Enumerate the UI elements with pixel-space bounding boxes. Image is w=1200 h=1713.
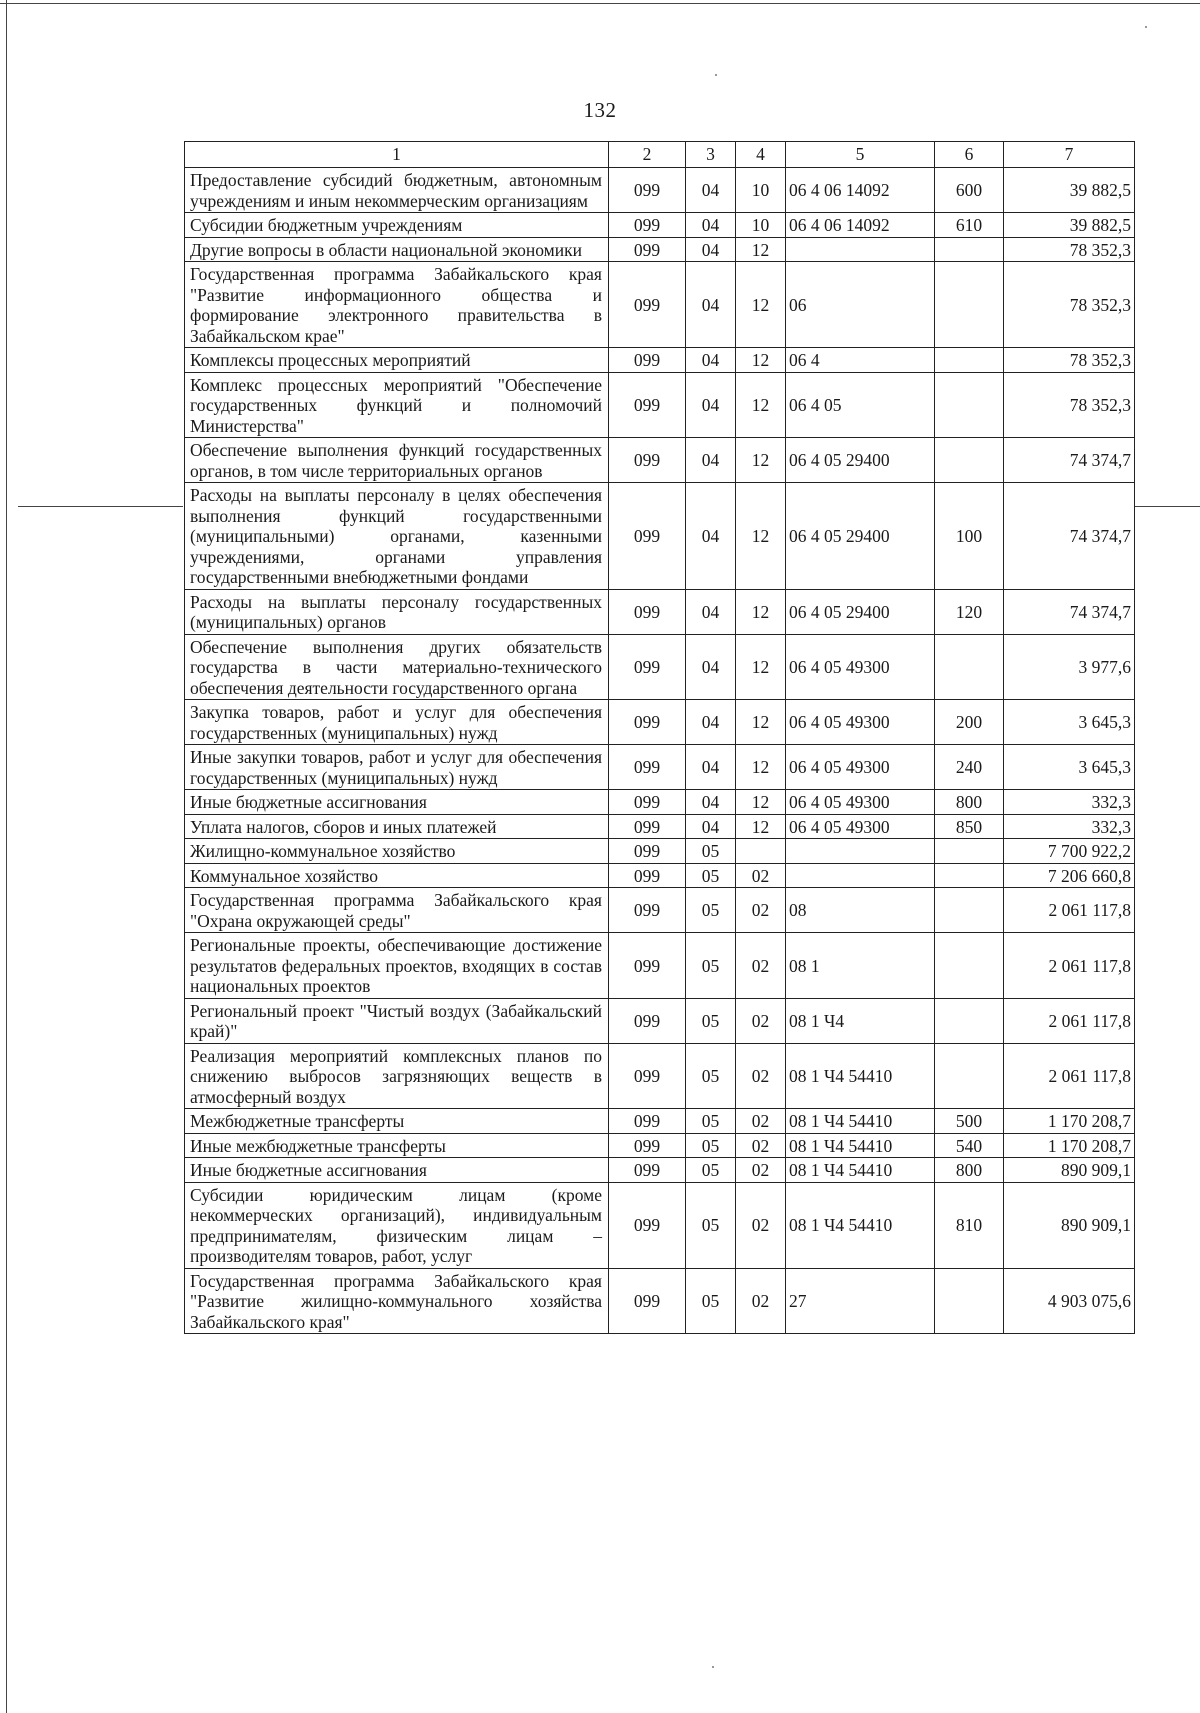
- section-cell: 05: [686, 1133, 736, 1158]
- ministry-code-cell: 099: [609, 1158, 686, 1183]
- ministry-code-cell: 099: [609, 1182, 686, 1268]
- amount-cell: 39 882,5: [1004, 213, 1135, 238]
- subsection-cell: 12: [736, 372, 786, 438]
- expense-type-cell: [935, 839, 1004, 864]
- expense-name-cell: Уплата налогов, сборов и иных платежей: [185, 814, 609, 839]
- expense-name-cell: Региональные проекты, обеспечивающие достижение результатов федеральных проектов, входящих в состав национальных проектов: [185, 933, 609, 999]
- target-article-cell: 06 4 05: [786, 372, 935, 438]
- subsection-cell: 02: [736, 1182, 786, 1268]
- budget-table-container: [184, 141, 1134, 1334]
- ministry-code-cell: 099: [609, 790, 686, 815]
- table-header-row: [185, 142, 1135, 168]
- section-cell: 04: [686, 262, 736, 348]
- expense-name-cell: Жилищно-коммунальное хозяйство: [185, 839, 609, 864]
- table-row: [185, 745, 1135, 790]
- expense-name-cell: Комплекс процессных мероприятий "Обеспечение государственных функций и полномочий Министерства": [185, 372, 609, 438]
- subsection-cell: 12: [736, 483, 786, 590]
- ministry-code-cell: 099: [609, 483, 686, 590]
- expense-name-cell: Реализация мероприятий комплексных планов по снижению выбросов загрязняющих веществ в атмосферный воздух: [185, 1043, 609, 1109]
- subsection-cell: 10: [736, 213, 786, 238]
- expense-type-cell: 100: [935, 483, 1004, 590]
- expense-type-cell: 240: [935, 745, 1004, 790]
- subsection-cell: 12: [736, 745, 786, 790]
- ministry-code-cell: 099: [609, 998, 686, 1043]
- scan-speck: [715, 74, 717, 76]
- budget-table: [184, 141, 1135, 1334]
- page-number: 132: [583, 98, 617, 122]
- section-cell: 04: [686, 168, 736, 213]
- section-cell: 04: [686, 700, 736, 745]
- ministry-code-cell: 099: [609, 814, 686, 839]
- section-cell: 05: [686, 1109, 736, 1134]
- target-article-cell: 06 4: [786, 348, 935, 373]
- target-article-cell: 06: [786, 262, 935, 348]
- subsection-cell: 02: [736, 1133, 786, 1158]
- target-article-cell: [786, 863, 935, 888]
- section-cell: 05: [686, 1158, 736, 1183]
- table-row: [185, 168, 1135, 213]
- table-row: [185, 483, 1135, 590]
- expense-type-cell: [935, 348, 1004, 373]
- amount-cell: 39 882,5: [1004, 168, 1135, 213]
- expense-name-cell: Субсидии юридическим лицам (кроме некоммерческих организаций), индивидуальным предпринимателям, физическим лицам – производителям товаров, работ, услуг: [185, 1182, 609, 1268]
- expense-type-cell: [935, 372, 1004, 438]
- expense-type-cell: 120: [935, 589, 1004, 634]
- expense-name-cell: Межбюджетные трансферты: [185, 1109, 609, 1134]
- section-cell: 04: [686, 372, 736, 438]
- table-row: [185, 634, 1135, 700]
- expense-type-cell: [935, 888, 1004, 933]
- section-cell: 04: [686, 483, 736, 590]
- table-row: [185, 700, 1135, 745]
- section-cell: 05: [686, 863, 736, 888]
- amount-cell: 74 374,7: [1004, 589, 1135, 634]
- target-article-cell: 06 4 05 29400: [786, 483, 935, 590]
- ministry-code-cell: 099: [609, 1043, 686, 1109]
- expense-name-cell: Обеспечение выполнения функций государственных органов, в том числе территориальных органов: [185, 438, 609, 483]
- expense-name-cell: Комплексы процессных мероприятий: [185, 348, 609, 373]
- amount-cell: 332,3: [1004, 790, 1135, 815]
- section-cell: 04: [686, 814, 736, 839]
- ministry-code-cell: 099: [609, 1109, 686, 1134]
- expense-name-cell: Расходы на выплаты персоналу государственных (муниципальных) органов: [185, 589, 609, 634]
- header-col-7: 7: [1004, 142, 1135, 168]
- subsection-cell: 12: [736, 790, 786, 815]
- section-cell: 05: [686, 1043, 736, 1109]
- ministry-code-cell: 099: [609, 262, 686, 348]
- expense-type-cell: [935, 863, 1004, 888]
- section-cell: 04: [686, 438, 736, 483]
- scan-stray-line-left: [18, 506, 183, 507]
- table-row: [185, 863, 1135, 888]
- amount-cell: 74 374,7: [1004, 483, 1135, 590]
- header-col-5: 5: [786, 142, 935, 168]
- ministry-code-cell: 099: [609, 933, 686, 999]
- table-row: [185, 998, 1135, 1043]
- ministry-code-cell: 099: [609, 589, 686, 634]
- table-row: [185, 790, 1135, 815]
- scan-top-border-line: [0, 3, 1200, 4]
- target-article-cell: 06 4 05 49300: [786, 745, 935, 790]
- expense-name-cell: Региональный проект "Чистый воздух (Забайкальский край)": [185, 998, 609, 1043]
- table-body: [185, 168, 1135, 1334]
- target-article-cell: 06 4 05 29400: [786, 438, 935, 483]
- target-article-cell: 06 4 05 49300: [786, 634, 935, 700]
- subsection-cell: 12: [736, 438, 786, 483]
- subsection-cell: 02: [736, 1268, 786, 1334]
- expense-name-cell: Субсидии бюджетным учреждениям: [185, 213, 609, 238]
- amount-cell: 332,3: [1004, 814, 1135, 839]
- amount-cell: 2 061 117,8: [1004, 888, 1135, 933]
- amount-cell: 78 352,3: [1004, 262, 1135, 348]
- table-row: [185, 589, 1135, 634]
- expense-type-cell: 800: [935, 790, 1004, 815]
- amount-cell: 890 909,1: [1004, 1182, 1135, 1268]
- subsection-cell: 12: [736, 237, 786, 262]
- expense-type-cell: 610: [935, 213, 1004, 238]
- table-row: [185, 888, 1135, 933]
- expense-name-cell: Государственная программа Забайкальского края "Развитие информационного общества и формирование электронного правительства в Забайкальском крае": [185, 262, 609, 348]
- amount-cell: 2 061 117,8: [1004, 933, 1135, 999]
- amount-cell: 4 903 075,6: [1004, 1268, 1135, 1334]
- amount-cell: 78 352,3: [1004, 348, 1135, 373]
- table-row: [185, 1109, 1135, 1134]
- expense-type-cell: 500: [935, 1109, 1004, 1134]
- amount-cell: 1 170 208,7: [1004, 1109, 1135, 1134]
- ministry-code-cell: 099: [609, 348, 686, 373]
- expense-type-cell: 800: [935, 1158, 1004, 1183]
- expense-type-cell: 850: [935, 814, 1004, 839]
- amount-cell: 890 909,1: [1004, 1158, 1135, 1183]
- ministry-code-cell: 099: [609, 634, 686, 700]
- ministry-code-cell: 099: [609, 745, 686, 790]
- table-row: [185, 1158, 1135, 1183]
- subsection-cell: 12: [736, 634, 786, 700]
- table-row: [185, 814, 1135, 839]
- amount-cell: 3 645,3: [1004, 745, 1135, 790]
- subsection-cell: 02: [736, 1043, 786, 1109]
- table-row: [185, 372, 1135, 438]
- target-article-cell: [786, 237, 935, 262]
- subsection-cell: 10: [736, 168, 786, 213]
- target-article-cell: 06 4 05 49300: [786, 790, 935, 815]
- subsection-cell: 02: [736, 1158, 786, 1183]
- section-cell: 04: [686, 348, 736, 373]
- subsection-cell: 12: [736, 700, 786, 745]
- expense-type-cell: [935, 1268, 1004, 1334]
- amount-cell: 3 977,6: [1004, 634, 1135, 700]
- table-row: [185, 348, 1135, 373]
- expense-type-cell: [935, 1043, 1004, 1109]
- expense-name-cell: Коммунальное хозяйство: [185, 863, 609, 888]
- header-col-1: 1: [185, 142, 609, 168]
- table-row: [185, 262, 1135, 348]
- expense-name-cell: Иные бюджетные ассигнования: [185, 1158, 609, 1183]
- subsection-cell: 12: [736, 814, 786, 839]
- section-cell: 05: [686, 888, 736, 933]
- section-cell: 05: [686, 933, 736, 999]
- header-col-2: 2: [609, 142, 686, 168]
- expense-name-cell: Государственная программа Забайкальского края "Охрана окружающей среды": [185, 888, 609, 933]
- table-row: [185, 1043, 1135, 1109]
- section-cell: 04: [686, 589, 736, 634]
- ministry-code-cell: 099: [609, 839, 686, 864]
- target-article-cell: 06 4 05 49300: [786, 700, 935, 745]
- subsection-cell: 02: [736, 863, 786, 888]
- section-cell: 05: [686, 998, 736, 1043]
- expense-type-cell: 600: [935, 168, 1004, 213]
- section-cell: 05: [686, 1182, 736, 1268]
- ministry-code-cell: 099: [609, 863, 686, 888]
- amount-cell: 7 206 660,8: [1004, 863, 1135, 888]
- amount-cell: 2 061 117,8: [1004, 1043, 1135, 1109]
- section-cell: 04: [686, 745, 736, 790]
- target-article-cell: 08 1 Ч4: [786, 998, 935, 1043]
- target-article-cell: 06 4 05 29400: [786, 589, 935, 634]
- expense-name-cell: Иные закупки товаров, работ и услуг для обеспечения государственных (муниципальных) нужд: [185, 745, 609, 790]
- ministry-code-cell: 099: [609, 213, 686, 238]
- target-article-cell: 08 1 Ч4 54410: [786, 1182, 935, 1268]
- ministry-code-cell: 099: [609, 168, 686, 213]
- section-cell: 04: [686, 213, 736, 238]
- expense-type-cell: 540: [935, 1133, 1004, 1158]
- amount-cell: 74 374,7: [1004, 438, 1135, 483]
- header-col-6: 6: [935, 142, 1004, 168]
- subsection-cell: 12: [736, 589, 786, 634]
- expense-type-cell: 810: [935, 1182, 1004, 1268]
- subsection-cell: 12: [736, 348, 786, 373]
- table-row: [185, 1133, 1135, 1158]
- expense-type-cell: [935, 237, 1004, 262]
- target-article-cell: 08 1 Ч4 54410: [786, 1158, 935, 1183]
- amount-cell: 2 061 117,8: [1004, 998, 1135, 1043]
- expense-type-cell: [935, 634, 1004, 700]
- section-cell: 04: [686, 790, 736, 815]
- target-article-cell: 06 4 06 14092: [786, 168, 935, 213]
- table-row: [185, 1268, 1135, 1334]
- expense-type-cell: [935, 998, 1004, 1043]
- subsection-cell: 12: [736, 262, 786, 348]
- ministry-code-cell: 099: [609, 888, 686, 933]
- expense-type-cell: [935, 933, 1004, 999]
- section-cell: 05: [686, 839, 736, 864]
- subsection-cell: 02: [736, 1109, 786, 1134]
- scan-stray-line-right: [1134, 506, 1200, 507]
- target-article-cell: 27: [786, 1268, 935, 1334]
- subsection-cell: 02: [736, 998, 786, 1043]
- expense-name-cell: Расходы на выплаты персоналу в целях обеспечения выполнения функций государственными (муниципальными) органами, казенными учреждениями, органами управления государственными внебюджетными фондами: [185, 483, 609, 590]
- section-cell: 04: [686, 634, 736, 700]
- ministry-code-cell: 099: [609, 1268, 686, 1334]
- table-row: [185, 438, 1135, 483]
- scan-speck: [712, 1666, 714, 1668]
- target-article-cell: 08 1: [786, 933, 935, 999]
- scan-left-border-line: [6, 0, 7, 1713]
- expense-name-cell: Закупка товаров, работ и услуг для обеспечения государственных (муниципальных) нужд: [185, 700, 609, 745]
- target-article-cell: 08 1 Ч4 54410: [786, 1043, 935, 1109]
- table-row: [185, 933, 1135, 999]
- amount-cell: 78 352,3: [1004, 237, 1135, 262]
- expense-type-cell: 200: [935, 700, 1004, 745]
- target-article-cell: 08: [786, 888, 935, 933]
- target-article-cell: 08 1 Ч4 54410: [786, 1109, 935, 1134]
- table-row: [185, 237, 1135, 262]
- expense-name-cell: Обеспечение выполнения других обязательств государства в части материально-технического обеспечения деятельности государственного органа: [185, 634, 609, 700]
- expense-name-cell: Другие вопросы в области национальной экономики: [185, 237, 609, 262]
- amount-cell: 1 170 208,7: [1004, 1133, 1135, 1158]
- scan-speck: [1145, 26, 1147, 28]
- table-row: [185, 213, 1135, 238]
- expense-type-cell: [935, 262, 1004, 348]
- ministry-code-cell: 099: [609, 372, 686, 438]
- target-article-cell: 06 4 06 14092: [786, 213, 935, 238]
- ministry-code-cell: 099: [609, 700, 686, 745]
- subsection-cell: 02: [736, 888, 786, 933]
- expense-name-cell: Иные бюджетные ассигнования: [185, 790, 609, 815]
- ministry-code-cell: 099: [609, 1133, 686, 1158]
- table-row: [185, 839, 1135, 864]
- ministry-code-cell: 099: [609, 438, 686, 483]
- expense-name-cell: Иные межбюджетные трансферты: [185, 1133, 609, 1158]
- header-col-4: 4: [736, 142, 786, 168]
- amount-cell: 78 352,3: [1004, 372, 1135, 438]
- header-col-3: 3: [686, 142, 736, 168]
- target-article-cell: 06 4 05 49300: [786, 814, 935, 839]
- subsection-cell: 02: [736, 933, 786, 999]
- target-article-cell: 08 1 Ч4 54410: [786, 1133, 935, 1158]
- section-cell: 04: [686, 237, 736, 262]
- target-article-cell: [786, 839, 935, 864]
- amount-cell: 7 700 922,2: [1004, 839, 1135, 864]
- ministry-code-cell: 099: [609, 237, 686, 262]
- subsection-cell: [736, 839, 786, 864]
- section-cell: 05: [686, 1268, 736, 1334]
- expense-name-cell: Предоставление субсидий бюджетным, автономным учреждениям и иным некоммерческим организациям: [185, 168, 609, 213]
- amount-cell: 3 645,3: [1004, 700, 1135, 745]
- expense-name-cell: Государственная программа Забайкальского края "Развитие жилищно-коммунального хозяйства Забайкальского края": [185, 1268, 609, 1334]
- expense-type-cell: [935, 438, 1004, 483]
- table-row: [185, 1182, 1135, 1268]
